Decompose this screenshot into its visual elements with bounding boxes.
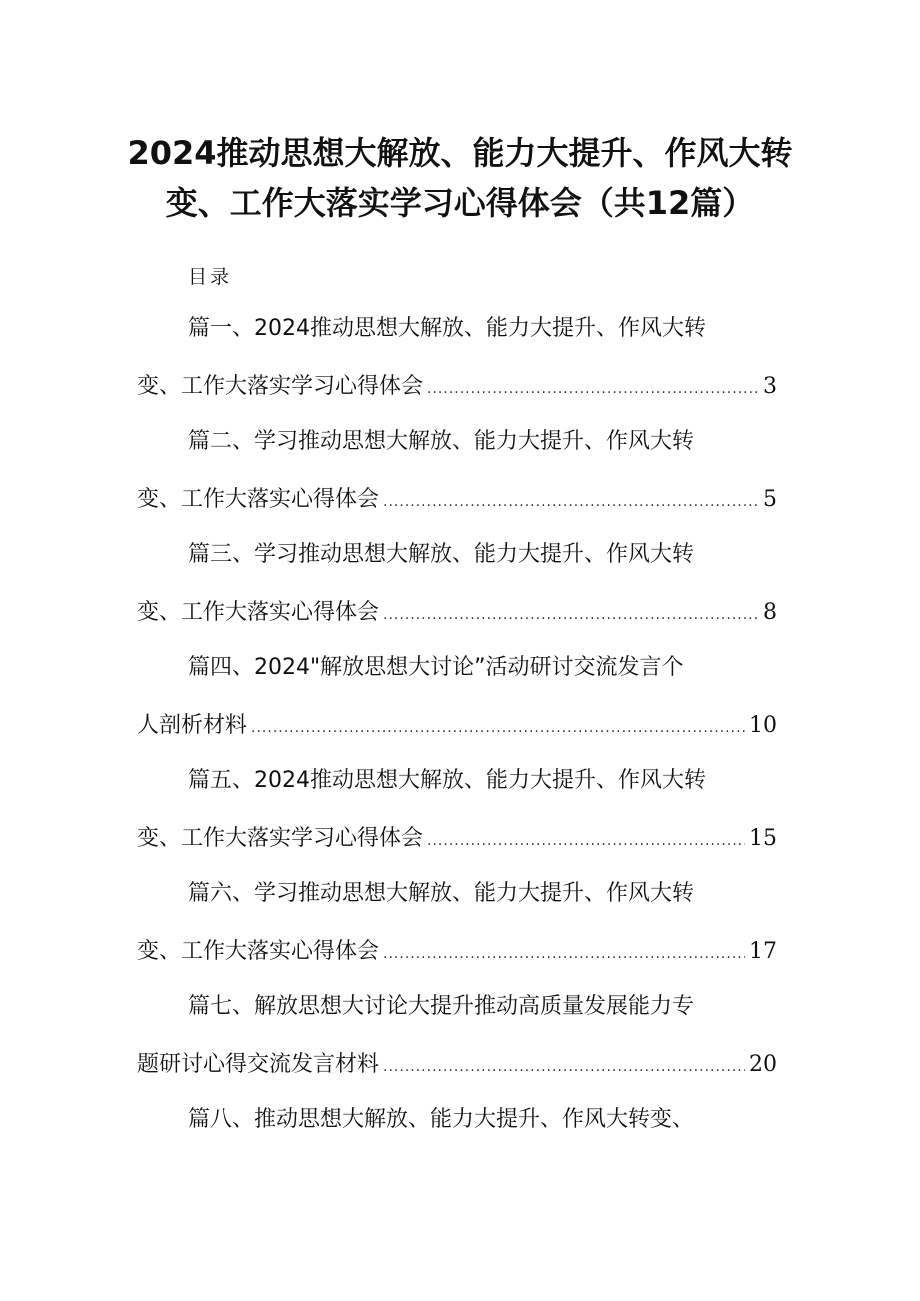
toc-page-number: 15 — [749, 826, 777, 851]
toc-entry-text: 题研讨心得交流发言材料 — [137, 1052, 380, 1077]
toc-page-number: 5 — [763, 487, 777, 512]
toc-entry-2-line2 — [137, 484, 777, 518]
dot-leader — [383, 486, 759, 518]
toc-entry-text: 变、工作大落实心得体会 — [137, 487, 380, 512]
toc-entry-7-line2 — [137, 1049, 777, 1083]
toc-entry-8-line1: 篇八、推动思想大解放、能力大提升、作风大转变、 — [188, 1107, 695, 1132]
toc-entry-6-line2 — [137, 936, 777, 970]
toc-entry-3-line1: 篇三、学习推动思想大解放、能力大提升、作风大转 — [188, 542, 695, 567]
dot-leader — [383, 599, 759, 631]
toc-entry-text: 变、工作大落实心得体会 — [137, 600, 380, 625]
toc-entry-3-line2 — [137, 597, 777, 631]
toc-entry-6-line1: 篇六、学习推动思想大解放、能力大提升、作风大转 — [188, 881, 695, 906]
toc-entry-text: 变、工作大落实学习心得体会 — [137, 826, 424, 851]
toc-heading: 目录 — [188, 266, 233, 288]
toc-entry-text: 变、工作大落实心得体会 — [137, 939, 380, 964]
dot-leader — [383, 1051, 745, 1083]
toc-entry-1-line1: 篇一、2024推动思想大解放、能力大提升、作风大转 — [188, 316, 706, 341]
toc-entry-4-line2 — [137, 710, 777, 744]
dot-leader — [427, 373, 759, 405]
toc-entry-2-line1: 篇二、学习推动思想大解放、能力大提升、作风大转 — [188, 429, 695, 454]
document-title — [0, 128, 920, 228]
toc-page-number: 8 — [763, 600, 777, 625]
dot-leader — [383, 938, 745, 970]
toc-page-number: 20 — [749, 1052, 777, 1077]
toc-page-number: 17 — [749, 939, 777, 964]
toc-entry-7-line1: 篇七、解放思想大讨论大提升推动高质量发展能力专 — [188, 994, 695, 1019]
toc-entry-5-line1: 篇五、2024推动思想大解放、能力大提升、作风大转 — [188, 768, 706, 793]
toc-page-number: 10 — [749, 713, 777, 738]
toc-entry-1-line2 — [137, 371, 777, 405]
dot-leader — [427, 825, 745, 857]
title-line-1: 2024推动思想大解放、能力大提升、作风大转 — [127, 134, 793, 172]
toc-entry-5-line2 — [137, 823, 777, 857]
dot-leader — [251, 712, 745, 744]
toc-entry-text: 变、工作大落实学习心得体会 — [137, 374, 424, 399]
toc-entry-4-line1: 篇四、2024"解放思想大讨论”活动研讨交流发言个 — [188, 655, 684, 680]
toc-page-number: 3 — [763, 374, 777, 399]
toc-entry-text: 人剖析材料 — [137, 713, 248, 738]
title-line-2: 变、工作大落实学习心得体会（共12篇） — [165, 184, 755, 222]
